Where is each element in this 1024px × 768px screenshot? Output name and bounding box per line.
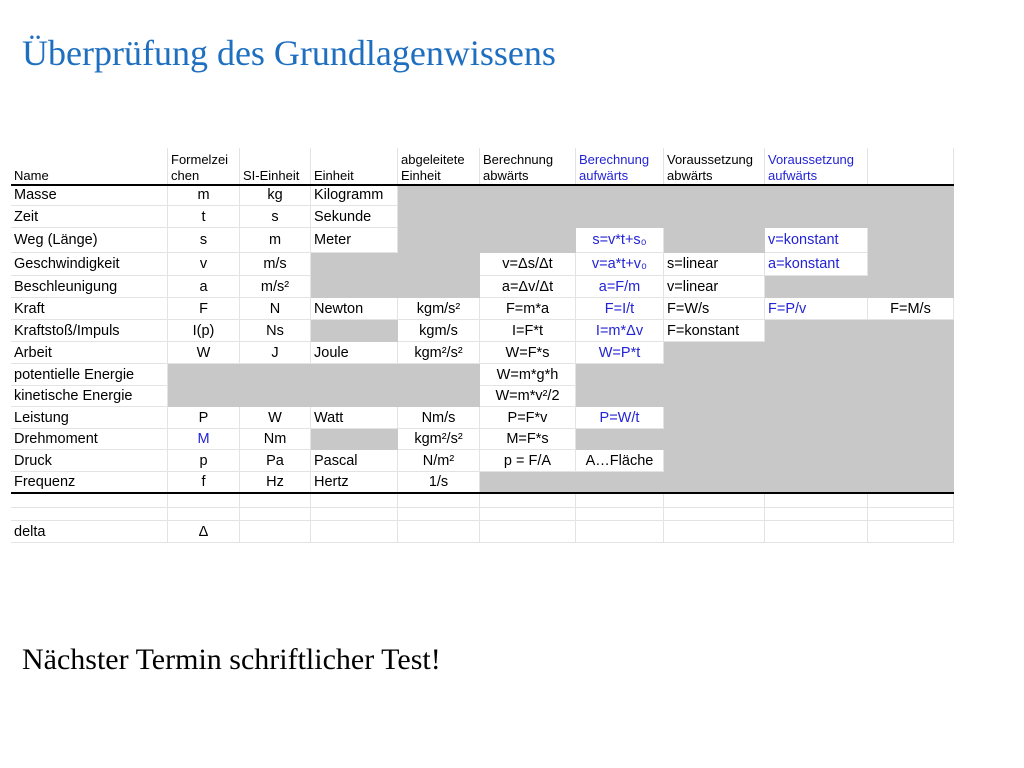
table-cell[interactable]: m/s — [240, 253, 311, 276]
table-cell[interactable]: W — [168, 342, 240, 364]
table-cell[interactable]: Watt — [311, 407, 398, 429]
table-cell[interactable]: F=M/s — [868, 298, 954, 320]
table-cell[interactable]: a=F/m — [576, 276, 664, 298]
row-label-drehmoment[interactable]: Drehmoment — [11, 429, 168, 450]
table-cell[interactable]: F=konstant — [664, 320, 765, 342]
table-cell[interactable] — [664, 429, 765, 450]
row-label-empty[interactable] — [11, 508, 168, 521]
table-cell[interactable] — [868, 364, 954, 386]
table-bottom-divider — [11, 492, 954, 494]
table-cell[interactable]: p — [168, 450, 240, 472]
table-cell[interactable] — [311, 276, 398, 298]
table-cell[interactable] — [765, 185, 868, 206]
table-cell[interactable] — [398, 364, 480, 386]
table-cell[interactable]: P=F*v — [480, 407, 576, 429]
table-cell[interactable] — [311, 493, 398, 508]
table-cell[interactable] — [576, 508, 664, 521]
table-cell[interactable] — [868, 429, 954, 450]
table-cell[interactable] — [664, 521, 765, 543]
column-header-1[interactable] — [11, 148, 168, 185]
table-cell[interactable] — [576, 521, 664, 543]
table-cell[interactable]: Newton — [311, 298, 398, 320]
table-cell[interactable]: kgm²/s² — [398, 342, 480, 364]
table-cell[interactable]: m — [240, 228, 311, 253]
table-cell[interactable] — [765, 429, 868, 450]
table-cell[interactable] — [868, 508, 954, 521]
column-header-label: Berechnung aufwärts — [579, 152, 650, 183]
column-header-label: SI-Einheit — [243, 168, 300, 183]
table-cell[interactable]: M — [168, 429, 240, 450]
table-cell[interactable] — [664, 450, 765, 472]
spreadsheet-table — [11, 148, 954, 543]
table-cell[interactable]: W — [240, 407, 311, 429]
table-cell[interactable]: Meter — [311, 228, 398, 253]
column-header-2[interactable] — [168, 148, 240, 185]
table-cell[interactable]: I(p) — [168, 320, 240, 342]
row-label-frequenz[interactable]: Frequenz — [11, 472, 168, 493]
column-header-label: Berechnung abwärts — [483, 152, 554, 183]
table-cell[interactable] — [664, 185, 765, 206]
table-cell[interactable]: F=m*a — [480, 298, 576, 320]
table-cell[interactable] — [664, 342, 765, 364]
table-cell[interactable] — [765, 450, 868, 472]
table-cell[interactable] — [765, 472, 868, 493]
table-cell[interactable]: m/s² — [240, 276, 311, 298]
table-cell[interactable]: Joule — [311, 342, 398, 364]
table-cell[interactable]: a=Δv/Δt — [480, 276, 576, 298]
row-label-geschwindigkeit[interactable]: Geschwindigkeit — [11, 253, 168, 276]
row-label-kinetische-energie[interactable]: kinetische Energie — [11, 386, 168, 407]
table-cell[interactable]: v=konstant — [765, 228, 868, 253]
table-cell[interactable]: I=m*Δv — [576, 320, 664, 342]
column-header-4[interactable] — [311, 148, 398, 185]
row-label-weg-länge[interactable]: Weg (Länge) — [11, 228, 168, 253]
row-label-delta[interactable]: delta — [11, 521, 168, 543]
table-cell[interactable] — [765, 521, 868, 543]
table-cell[interactable] — [311, 508, 398, 521]
column-header-label: Name — [14, 168, 49, 183]
table-cell[interactable]: F=I/t — [576, 298, 664, 320]
table-cell[interactable]: Kilogramm — [311, 185, 398, 206]
table-cell[interactable]: Hz — [240, 472, 311, 493]
column-header-7[interactable] — [576, 148, 664, 185]
table-cell[interactable] — [868, 206, 954, 228]
table-cell[interactable] — [576, 364, 664, 386]
table-cell[interactable] — [664, 386, 765, 407]
table-cell[interactable]: kgm/s² — [398, 298, 480, 320]
table-cell[interactable]: W=m*v²/2 — [480, 386, 576, 407]
table-cell[interactable] — [168, 493, 240, 508]
table-cell[interactable]: W=m*g*h — [480, 364, 576, 386]
table-cell[interactable]: F — [168, 298, 240, 320]
table-cell[interactable] — [576, 206, 664, 228]
row-label-kraftstoß-impuls[interactable]: Kraftstoß/Impuls — [11, 320, 168, 342]
column-header-label: Voraussetzung aufwärts — [768, 152, 855, 183]
table-cell[interactable] — [868, 472, 954, 493]
table-cell[interactable] — [868, 493, 954, 508]
column-header-label: abgeleitete Einheit — [401, 152, 465, 183]
table-cell[interactable]: 1/s — [398, 472, 480, 493]
table-cell[interactable] — [664, 508, 765, 521]
row-label-beschleunigung[interactable]: Beschleunigung — [11, 276, 168, 298]
table-cell[interactable]: kg — [240, 185, 311, 206]
table-cell[interactable] — [480, 185, 576, 206]
slide-title: Überprüfung des Grundlagenwissens — [22, 33, 556, 73]
table-cell[interactable] — [765, 407, 868, 429]
table-cell[interactable] — [311, 429, 398, 450]
table-cell[interactable] — [398, 521, 480, 543]
table-cell[interactable] — [480, 508, 576, 521]
row-label-zeit[interactable]: Zeit — [11, 206, 168, 228]
column-header-8[interactable] — [664, 148, 765, 185]
table-cell[interactable] — [664, 206, 765, 228]
table-cell[interactable]: v — [168, 253, 240, 276]
table-cell[interactable] — [240, 521, 311, 543]
column-header-3[interactable] — [240, 148, 311, 185]
table-cell[interactable] — [398, 206, 480, 228]
table-cell[interactable] — [765, 508, 868, 521]
table-cell[interactable] — [868, 450, 954, 472]
table-cell[interactable]: P — [168, 407, 240, 429]
table-cell[interactable]: t — [168, 206, 240, 228]
column-header-10[interactable] — [868, 148, 954, 185]
row-label-kraft[interactable]: Kraft — [11, 298, 168, 320]
table-cell[interactable]: f — [168, 472, 240, 493]
row-label-druck[interactable]: Druck — [11, 450, 168, 472]
table-cell[interactable] — [480, 206, 576, 228]
table-cell[interactable] — [868, 521, 954, 543]
table-cell[interactable] — [398, 493, 480, 508]
table-cell[interactable]: kgm/s — [398, 320, 480, 342]
table-cell[interactable] — [311, 253, 398, 276]
table-cell[interactable]: Δ — [168, 521, 240, 543]
table-cell[interactable] — [398, 276, 480, 298]
table-cell[interactable] — [664, 364, 765, 386]
table-cell[interactable]: P=W/t — [576, 407, 664, 429]
table-cell[interactable]: m — [168, 185, 240, 206]
table-cell[interactable] — [480, 472, 576, 493]
table-cell[interactable] — [168, 508, 240, 521]
table-cell[interactable] — [868, 320, 954, 342]
table-cell[interactable] — [765, 493, 868, 508]
table-cell[interactable] — [480, 521, 576, 543]
table-cell[interactable] — [664, 407, 765, 429]
table-cell[interactable] — [868, 228, 954, 253]
table-cell[interactable]: F=P/v — [765, 298, 868, 320]
table-cell[interactable] — [765, 386, 868, 407]
column-header-9[interactable] — [765, 148, 868, 185]
table-cell[interactable]: M=F*s — [480, 429, 576, 450]
table-cell[interactable]: v=Δs/Δt — [480, 253, 576, 276]
table-cell[interactable]: Nm/s — [398, 407, 480, 429]
table-cell[interactable] — [664, 228, 765, 253]
table-cell[interactable] — [240, 508, 311, 521]
table-cell[interactable] — [576, 429, 664, 450]
table-cell[interactable]: s=v*t+s₀ — [576, 228, 664, 253]
table-cell[interactable] — [480, 228, 576, 253]
table-cell[interactable]: A…Fläche — [576, 450, 664, 472]
row-label-arbeit[interactable]: Arbeit — [11, 342, 168, 364]
table-cell[interactable]: s — [168, 228, 240, 253]
header-divider — [11, 184, 954, 186]
column-header-label: Voraussetzung abwärts — [667, 152, 754, 183]
table-cell[interactable] — [311, 364, 398, 386]
table-cell[interactable] — [868, 407, 954, 429]
table-cell[interactable] — [398, 386, 480, 407]
table-cell[interactable]: N — [240, 298, 311, 320]
table-cell[interactable] — [311, 521, 398, 543]
table-cell[interactable] — [868, 253, 954, 276]
table-cell[interactable]: Hertz — [311, 472, 398, 493]
table-cell[interactable] — [765, 320, 868, 342]
table-cell[interactable]: Pascal — [311, 450, 398, 472]
table-cell[interactable] — [664, 472, 765, 493]
table-cell[interactable]: J — [240, 342, 311, 364]
table-cell[interactable] — [868, 185, 954, 206]
table-cell[interactable]: Nm — [240, 429, 311, 450]
column-header-label: Einheit — [314, 168, 354, 183]
table-cell[interactable] — [576, 185, 664, 206]
table-cell[interactable] — [311, 386, 398, 407]
table-cell[interactable] — [576, 386, 664, 407]
table-cell[interactable] — [480, 493, 576, 508]
table-cell[interactable]: I=F*t — [480, 320, 576, 342]
table-cell[interactable] — [168, 364, 240, 386]
table-cell[interactable]: v=a*t+v₀ — [576, 253, 664, 276]
table-cell[interactable]: a=konstant — [765, 253, 868, 276]
table-cell[interactable] — [398, 185, 480, 206]
row-label-masse[interactable]: Masse — [11, 185, 168, 206]
table-cell[interactable] — [398, 253, 480, 276]
table-cell[interactable]: s=linear — [664, 253, 765, 276]
column-header-label: Formelzei chen — [171, 152, 229, 183]
table-cell[interactable] — [311, 320, 398, 342]
table-cell[interactable]: F=W/s — [664, 298, 765, 320]
table-cell[interactable]: Pa — [240, 450, 311, 472]
slide-footer-text: Nächster Termin schriftlicher Test! — [22, 643, 441, 676]
table-cell[interactable]: Ns — [240, 320, 311, 342]
table-cell[interactable] — [868, 342, 954, 364]
row-label-leistung[interactable]: Leistung — [11, 407, 168, 429]
table-cell[interactable]: N/m² — [398, 450, 480, 472]
column-header-5[interactable] — [398, 148, 480, 185]
table-cell[interactable]: kgm²/s² — [398, 429, 480, 450]
row-label-potentielle-energie[interactable]: potentielle Energie — [11, 364, 168, 386]
table-cell[interactable]: s — [240, 206, 311, 228]
table-cell[interactable] — [765, 206, 868, 228]
table-cell[interactable] — [240, 386, 311, 407]
table-cell[interactable]: W=P*t — [576, 342, 664, 364]
table-cell[interactable] — [240, 364, 311, 386]
table-cell[interactable] — [765, 342, 868, 364]
table-cell[interactable] — [576, 472, 664, 493]
table-cell[interactable] — [868, 386, 954, 407]
row-label-empty[interactable] — [11, 493, 168, 508]
table-cell[interactable]: p = F/A — [480, 450, 576, 472]
table-cell[interactable] — [398, 508, 480, 521]
table-cell[interactable]: W=F*s — [480, 342, 576, 364]
table-cell[interactable]: v=linear — [664, 276, 765, 298]
table-cell[interactable] — [765, 276, 868, 298]
table-cell[interactable] — [868, 276, 954, 298]
table-cell[interactable]: Sekunde — [311, 206, 398, 228]
table-cell[interactable] — [765, 364, 868, 386]
table-cell[interactable] — [240, 493, 311, 508]
table-cell[interactable] — [168, 386, 240, 407]
table-cell[interactable] — [664, 493, 765, 508]
table-cell[interactable] — [576, 493, 664, 508]
column-header-6[interactable] — [480, 148, 576, 185]
table-cell[interactable]: a — [168, 276, 240, 298]
table-cell[interactable] — [398, 228, 480, 253]
